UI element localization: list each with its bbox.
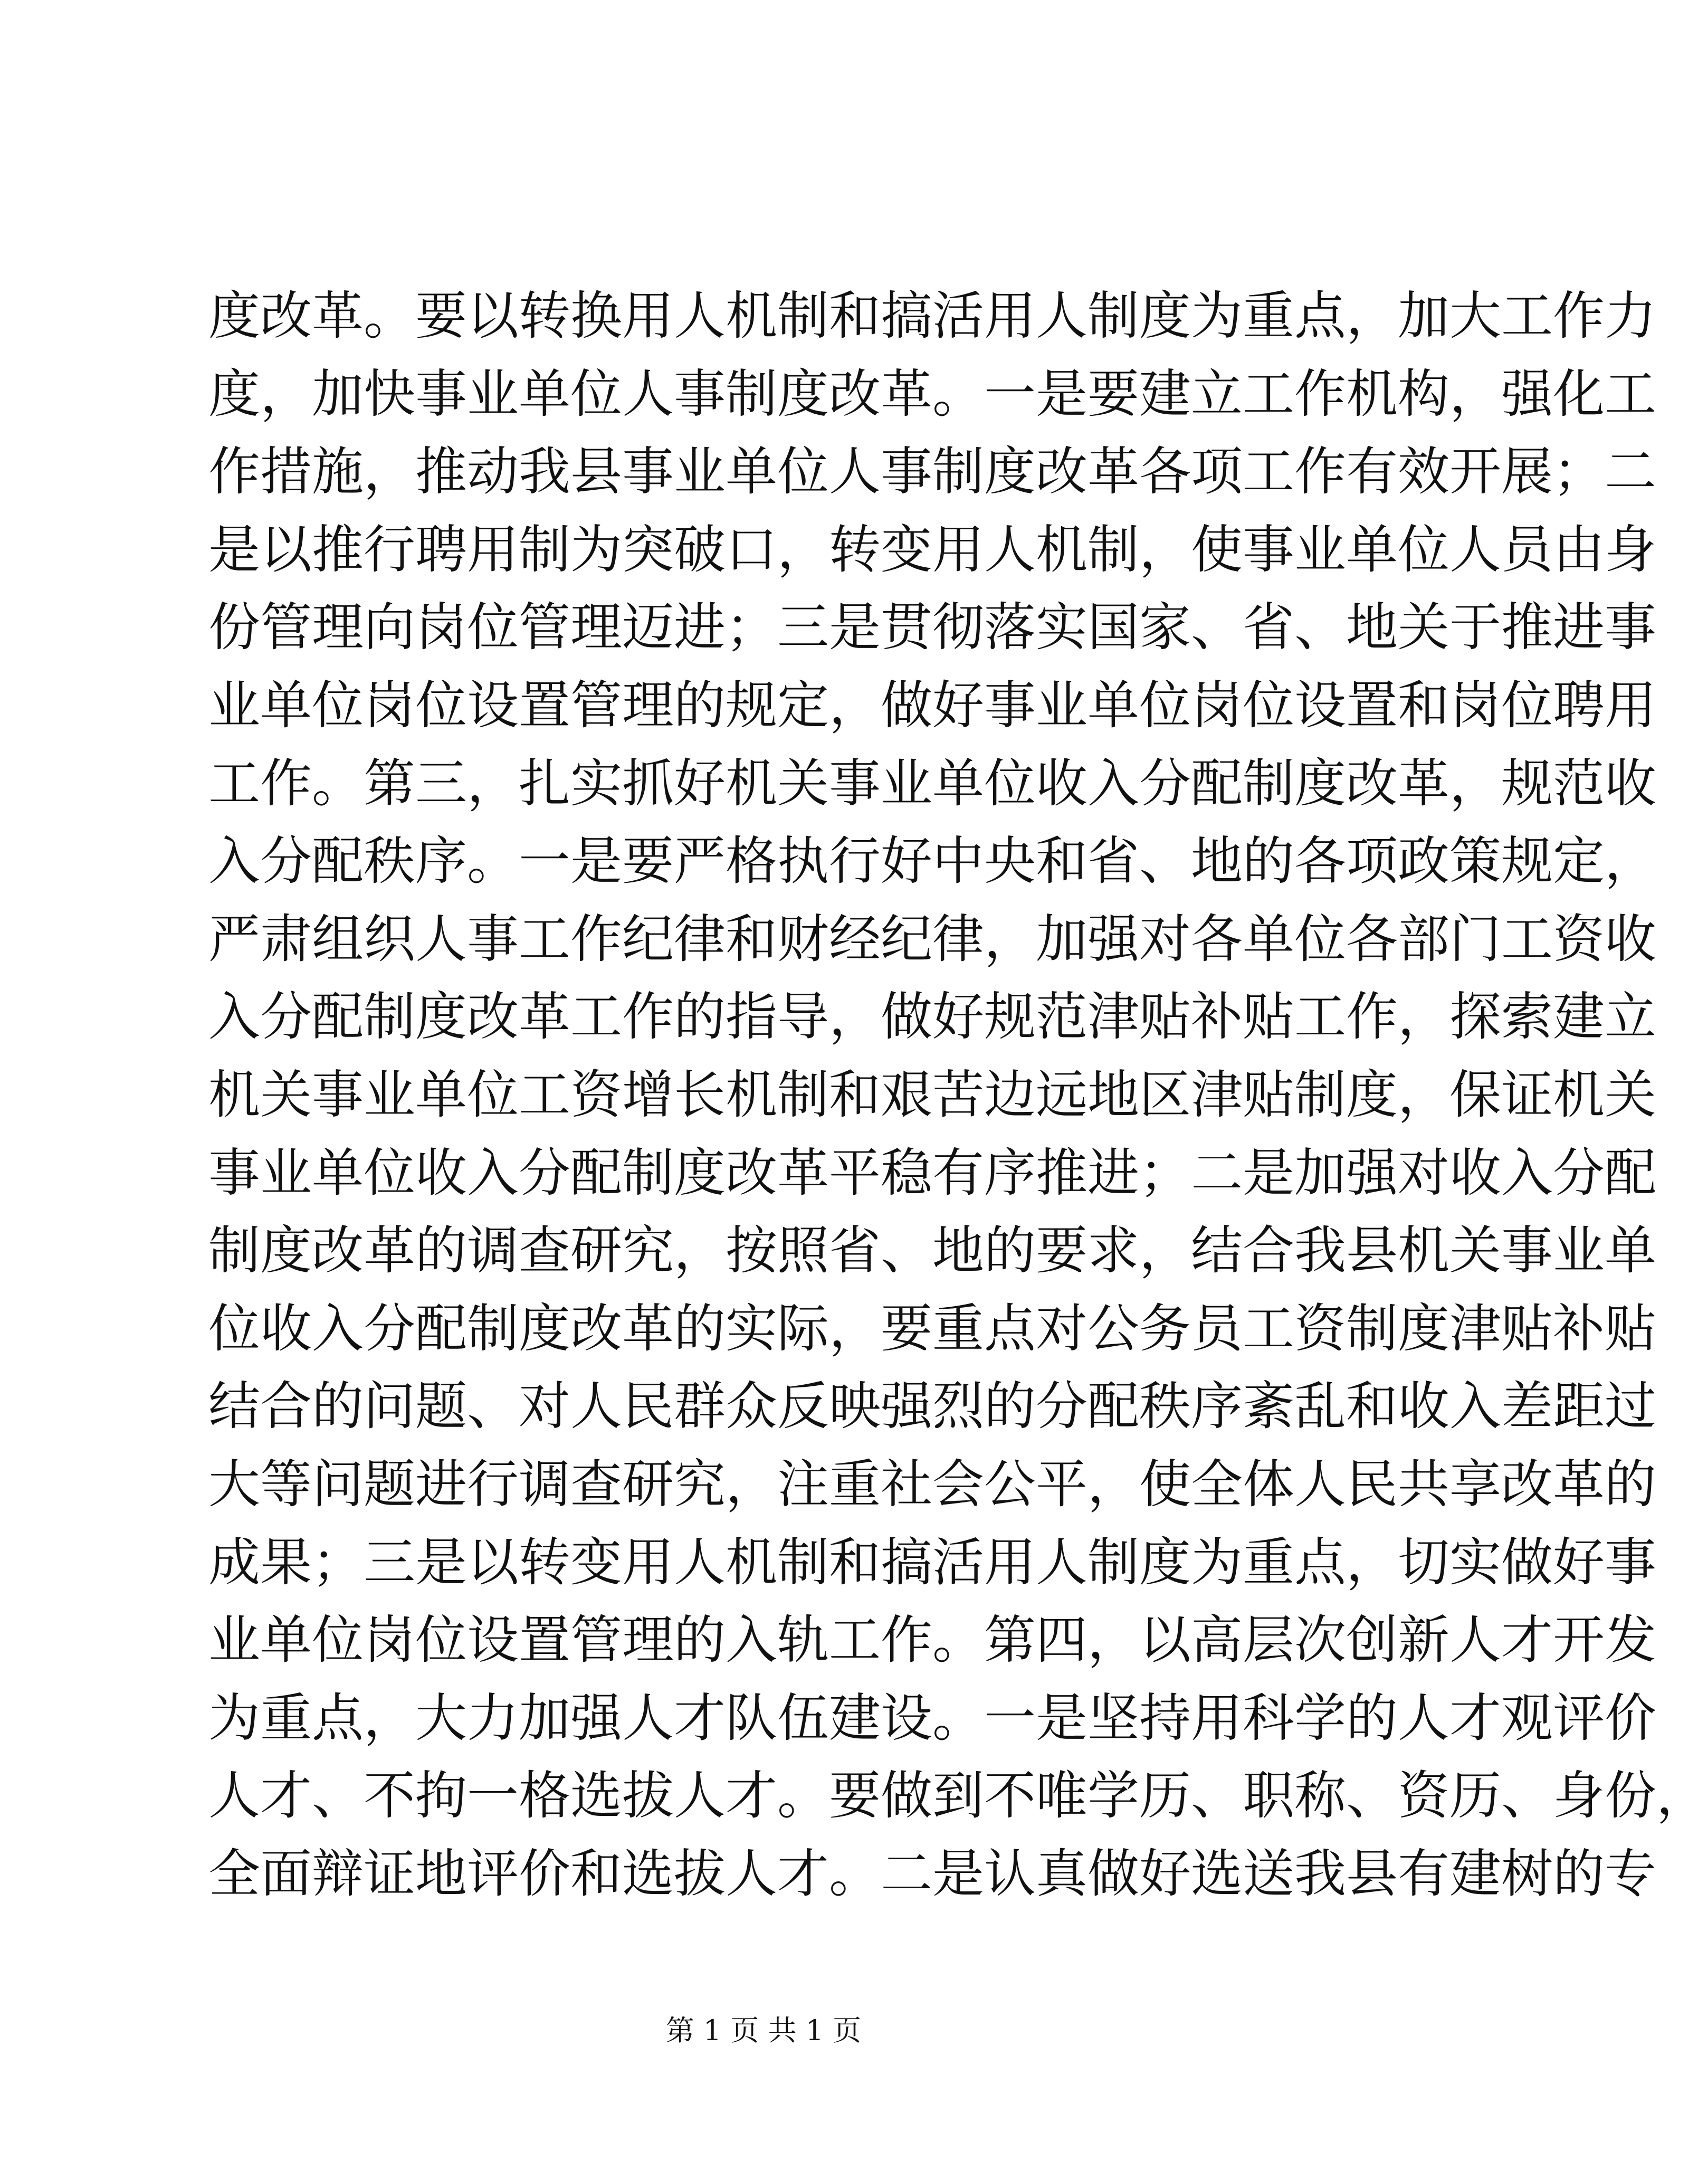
text-line: 度，加快事业单位人事制度改革。一是要建立工作机构，强化工 bbox=[208, 364, 1657, 424]
page-footer: 第 1 页 共 1 页 bbox=[665, 2014, 862, 2047]
text-line: 位收入分配制度改革的实际，要重点对公务员工资制度津贴补贴 bbox=[208, 1298, 1657, 1359]
text-line: 机关事业单位工资增长机制和艰苦边远地区津贴制度，保证机关 bbox=[208, 1064, 1657, 1125]
text-line: 制度改革的调查研究，按照省、地的要求，结合我县机关事业单 bbox=[208, 1221, 1657, 1281]
text-line: 严肃组织人事工作纪律和财经纪律，加强对各单位各部门工资收 bbox=[208, 909, 1657, 969]
text-line: 是以推行聘用制为突破口，转变用人机制，使事业单位人员由身 bbox=[208, 519, 1657, 580]
text-line: 入分配制度改革工作的指导，做好规范津贴补贴工作，探索建立 bbox=[208, 987, 1657, 1048]
text-line: 成果；三是以转变用人机制和搞活用人制度为重点，切实做好事 bbox=[208, 1532, 1657, 1593]
text-line: 入分配秩序。一是要严格执行好中央和省、地的各项政策规定， bbox=[208, 831, 1657, 892]
text-line: 为重点，大力加强人才队伍建设。一是坚持用科学的人才观评价 bbox=[208, 1688, 1657, 1748]
text-line: 份管理向岗位管理迈进；三是贯彻落实国家、省、地关于推进事 bbox=[208, 597, 1657, 658]
text-line: 事业单位收入分配制度改革平稳有序推进；二是加强对收入分配 bbox=[208, 1143, 1657, 1203]
text-line: 作措施，推动我县事业单位人事制度改革各项工作有效开展；二 bbox=[208, 442, 1657, 502]
text-line: 人才、不拘一格选拔人才。要做到不唯学历、职称、资历、身份， bbox=[208, 1766, 1708, 1826]
text-line: 业单位岗位设置管理的入轨工作。第四，以高层次创新人才开发 bbox=[208, 1610, 1657, 1671]
text-line: 全面辩证地评价和选拔人才。二是认真做好选送我县有建树的专 bbox=[208, 1843, 1657, 1904]
text-line: 大等问题进行调查研究，注重社会公平，使全体人民共享改革的 bbox=[208, 1454, 1657, 1515]
text-line: 工作。第三，扎实抓好机关事业单位收入分配制度改革，规范收 bbox=[208, 753, 1657, 814]
text-line: 结合的问题、对人民群众反映强烈的分配秩序紊乱和收入差距过 bbox=[208, 1376, 1657, 1437]
body-text bbox=[208, 278, 1708, 1913]
text-line: 业单位岗位设置管理的规定，做好事业单位岗位设置和岗位聘用 bbox=[208, 675, 1657, 736]
text-line: 度改革。要以转换用人机制和搞活用人制度为重点，加大工作力 bbox=[208, 286, 1657, 346]
